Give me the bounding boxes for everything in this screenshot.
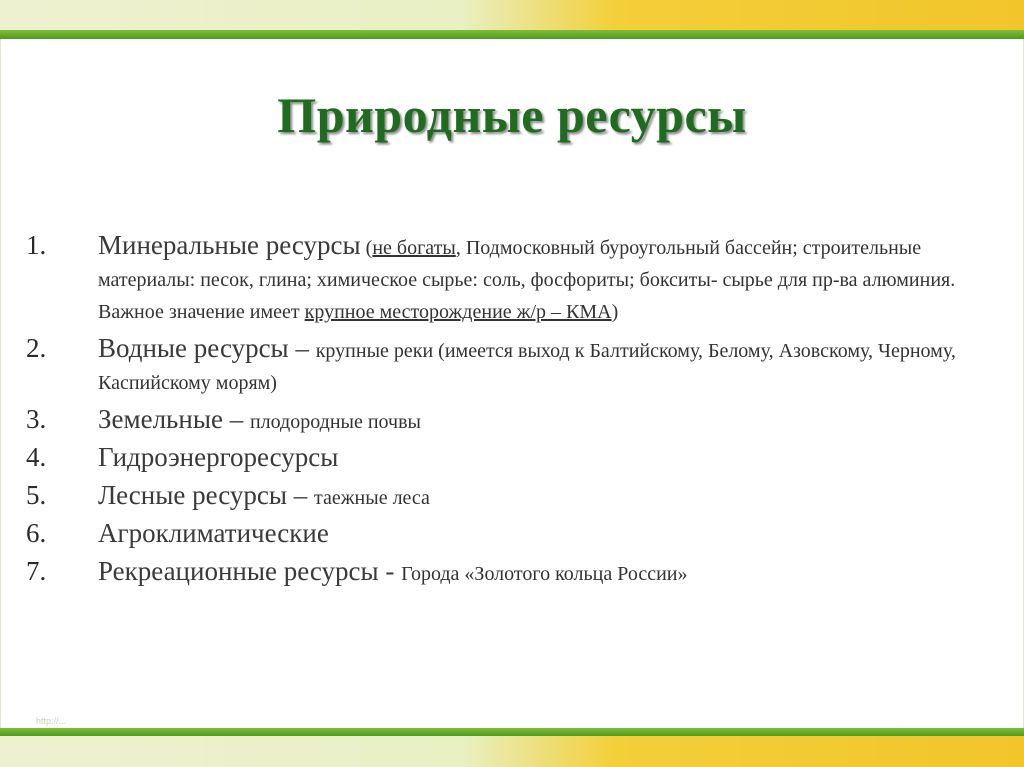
item-dash: -: [378, 556, 402, 586]
item-desc: таежные леса: [314, 487, 430, 509]
bottom-decor-band: [0, 736, 1024, 767]
list-item-recreational: [26, 552, 996, 590]
bottom-green-stripe: [0, 728, 1024, 736]
item-number: 1.: [26, 230, 47, 260]
item-heading: Водные ресурсы: [98, 333, 289, 363]
item-dash: –: [287, 480, 314, 510]
item-dash: –: [288, 333, 316, 363]
list-item-land: [26, 400, 996, 438]
item-number: 2.: [26, 333, 47, 363]
list-item-agroclimatic: [26, 514, 996, 552]
resource-list: [26, 226, 996, 590]
top-decor-band: [0, 0, 1024, 30]
item-heading: Агроклиматические: [98, 518, 329, 548]
item-desc: , Подмосковный буроугольный бассейн; строительные материалы: песок, глина; химическое сырье: соль, фосфориты; бокситы- сырье для пр-ва алюминия. Важное значение имеет: [98, 237, 956, 323]
list-item-forest: [26, 476, 996, 514]
item-number: 6.: [26, 518, 47, 548]
list-item-water: [26, 329, 996, 400]
list-item-mineral: [26, 226, 996, 329]
item-dash: –: [222, 404, 250, 434]
item-heading: Гидроэнергоресурсы: [98, 442, 339, 472]
item-heading: Минеральные ресурсы: [98, 230, 361, 260]
watermark-text: http://...: [36, 716, 67, 726]
item-number: 5.: [26, 480, 47, 510]
item-heading: Земельные: [98, 404, 223, 434]
list-item-hydro: [26, 438, 996, 476]
item-heading: Рекреационные ресурсы: [98, 556, 379, 586]
item-desc: плодородные почвы: [249, 411, 421, 433]
item-desc-open: (: [360, 237, 373, 259]
item-number: 7.: [26, 556, 47, 586]
item-number: 3.: [26, 404, 47, 434]
item-number: 4.: [26, 442, 47, 472]
top-green-stripe: [0, 30, 1024, 39]
slide-title: Природные ресурсы: [277, 87, 747, 143]
item-heading: Лесные ресурсы: [98, 480, 287, 510]
item-desc: крупные реки (имеется выход к Балтийскому, Белому, Азовскому, Черному, Каспийскому морям): [98, 340, 956, 394]
item-desc-underlined: не богаты: [372, 237, 456, 259]
item-desc-underlined: крупное месторождение ж/р – КМА: [304, 301, 612, 323]
item-desc-close: ): [611, 301, 619, 323]
item-desc: Города «Золотого кольца России»: [401, 563, 688, 585]
